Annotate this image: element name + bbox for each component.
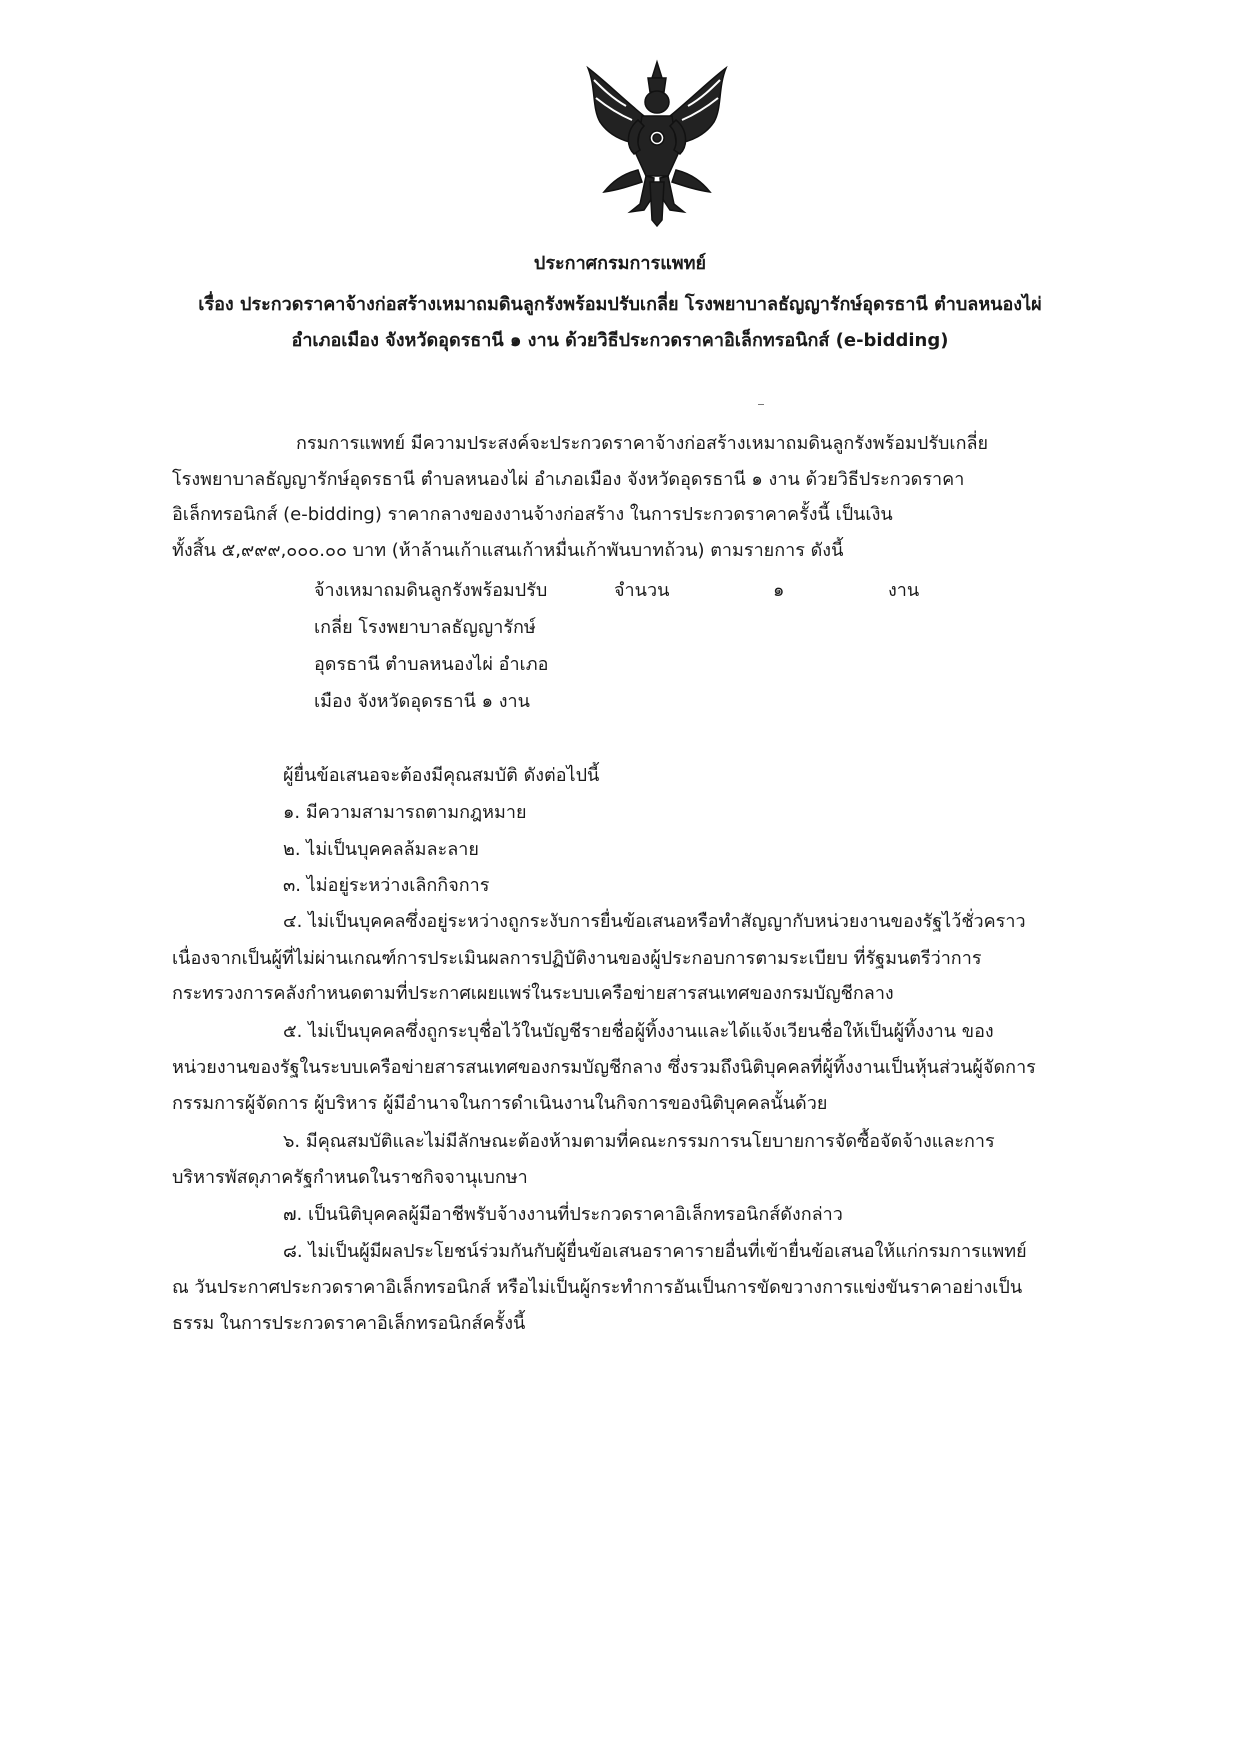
qualification-4-line-3: กระทรวงการคลังกำหนดตามที่ประกาศเผยแพร่ในระบบเครือข่ายสารสนเทศของกรมบัญชีกลาง <box>172 983 894 1004</box>
qualification-5-line-3: กรรมการผู้จัดการ ผู้บริหาร ผู้มีอำนาจในการดำเนินงานในกิจการของนิติบุคคลนั้นด้วย <box>172 1093 828 1114</box>
qualification-8-line-3: ธรรม ในการประกวดราคาอิเล็กทรอนิกส์ครั้งนี้ <box>172 1313 526 1334</box>
intro-line-1: กรมการแพทย์ มีความประสงค์จะประกวดราคาจ้างก่อสร้างเหมาถมดินลูกรังพร้อมปรับเกลี่ย <box>296 433 989 454</box>
qualification-4-line-1: ๔. ไม่เป็นบุคคลซึ่งอยู่ระหว่างถูกระงับการยื่นข้อเสนอหรือทำสัญญากับหน่วยงานของรัฐไว้ชั่วคราว <box>283 911 1026 932</box>
intro-line-3: อิเล็กทรอนิกส์ (e-bidding) ราคากลางของงานจ้างก่อสร้าง ในการประกวดราคาครั้งนี้ เป็นเงิน <box>172 504 893 525</box>
qualification-1: ๑. มีความสามารถตามกฎหมาย <box>283 802 527 823</box>
announcement-title: ประกาศกรมการแพทย์ <box>533 253 707 274</box>
announcement-subject-line-1: เรื่อง ประกวดราคาจ้างก่อสร้างเหมาถมดินลูกรังพร้อมปรับเกลี่ย โรงพยาบาลธัญญารักษ์อุดรธานี ตำบลหนองไผ่ <box>198 294 1042 315</box>
intro-line-4: ทั้งสิ้น ๕,๙๙๙,๐๐๐.๐๐ บาท (ห้าล้านเก้าแสนเก้าหมื่นเก้าพันบาทถ้วน) ตามรายการ ดังนี้ <box>172 540 844 561</box>
qualification-5-line-2: หน่วยงานของรัฐในระบบเครือข่ายสารสนเทศของกรมบัญชีกลาง ซึ่งรวมถึงนิติบุคคลที่ผู้ทิ้งงานเป็นหุ้นส่วนผู้จัดการ <box>172 1057 1036 1078</box>
garuda-emblem-icon <box>582 58 732 228</box>
item-description-line-4: เมือง จังหวัดอุดรธานี ๑ งาน <box>314 691 530 712</box>
qualification-4-line-2: เนื่องจากเป็นผู้ที่ไม่ผ่านเกณฑ์การประเมินผลการปฏิบัติงานของผู้ประกอบการตามระเบียบ ที่รัฐมนตรีว่าการ <box>172 948 982 969</box>
qualification-8-line-1: ๘. ไม่เป็นผู้มีผลประโยชน์ร่วมกันกับผู้ยื่นข้อเสนอราคารายอื่นที่เข้ายื่นข้อเสนอให้แก่กรมการแพทย์ <box>283 1241 1027 1262</box>
item-unit: งาน <box>888 580 920 601</box>
qualifications-heading: ผู้ยื่นข้อเสนอจะต้องมีคุณสมบัติ ดังต่อไปนี้ <box>283 765 600 786</box>
item-quantity-value: ๑ <box>773 580 785 601</box>
intro-line-2: โรงพยาบาลธัญญารักษ์อุดรธานี ตำบลหนองไผ่ อำเภอเมือง จังหวัดอุดรธานี ๑ งาน ด้วยวิธีประกวดราคา <box>172 469 965 490</box>
qualification-6-line-1: ๖. มีคุณสมบัติและไม่มีลักษณะต้องห้ามตามที่คณะกรรมการนโยบายการจัดซื้อจัดจ้างและการ <box>283 1131 995 1152</box>
divider-mark <box>758 404 764 405</box>
item-description-line-3: อุดรธานี ตำบลหนองไผ่ อำเภอ <box>314 654 549 675</box>
item-quantity-label: จำนวน <box>614 580 670 601</box>
qualification-2: ๒. ไม่เป็นบุคคลล้มละลาย <box>283 839 479 860</box>
item-description-line-1: จ้างเหมาถมดินลูกรังพร้อมปรับ <box>314 580 548 601</box>
announcement-subject-line-2: อำเภอเมือง จังหวัดอุดรธานี ๑ งาน ด้วยวิธีประกวดราคาอิเล็กทรอนิกส์ (e-bidding) <box>291 330 949 351</box>
qualification-8-line-2: ณ วันประกาศประกวดราคาอิเล็กทรอนิกส์ หรือไม่เป็นผู้กระทำการอันเป็นการขัดขวางการแข่งขันราคาอย่างเป็น <box>172 1277 1023 1298</box>
qualification-7: ๗. เป็นนิติบุคคลผู้มีอาชีพรับจ้างงานที่ประกวดราคาอิเล็กทรอนิกส์ดังกล่าว <box>283 1204 843 1225</box>
qualification-6-line-2: บริหารพัสดุภาครัฐกำหนดในราชกิจจานุเบกษา <box>172 1167 528 1188</box>
qualification-3: ๓. ไม่อยู่ระหว่างเลิกกิจการ <box>283 875 490 896</box>
item-description-line-2: เกลี่ย โรงพยาบาลธัญญารักษ์ <box>314 617 536 638</box>
qualification-5-line-1: ๕. ไม่เป็นบุคคลซึ่งถูกระบุชื่อไว้ในบัญชีรายชื่อผู้ทิ้งงานและได้แจ้งเวียนชื่อให้เป็นผู้ทิ้งงาน ของ <box>283 1021 994 1042</box>
